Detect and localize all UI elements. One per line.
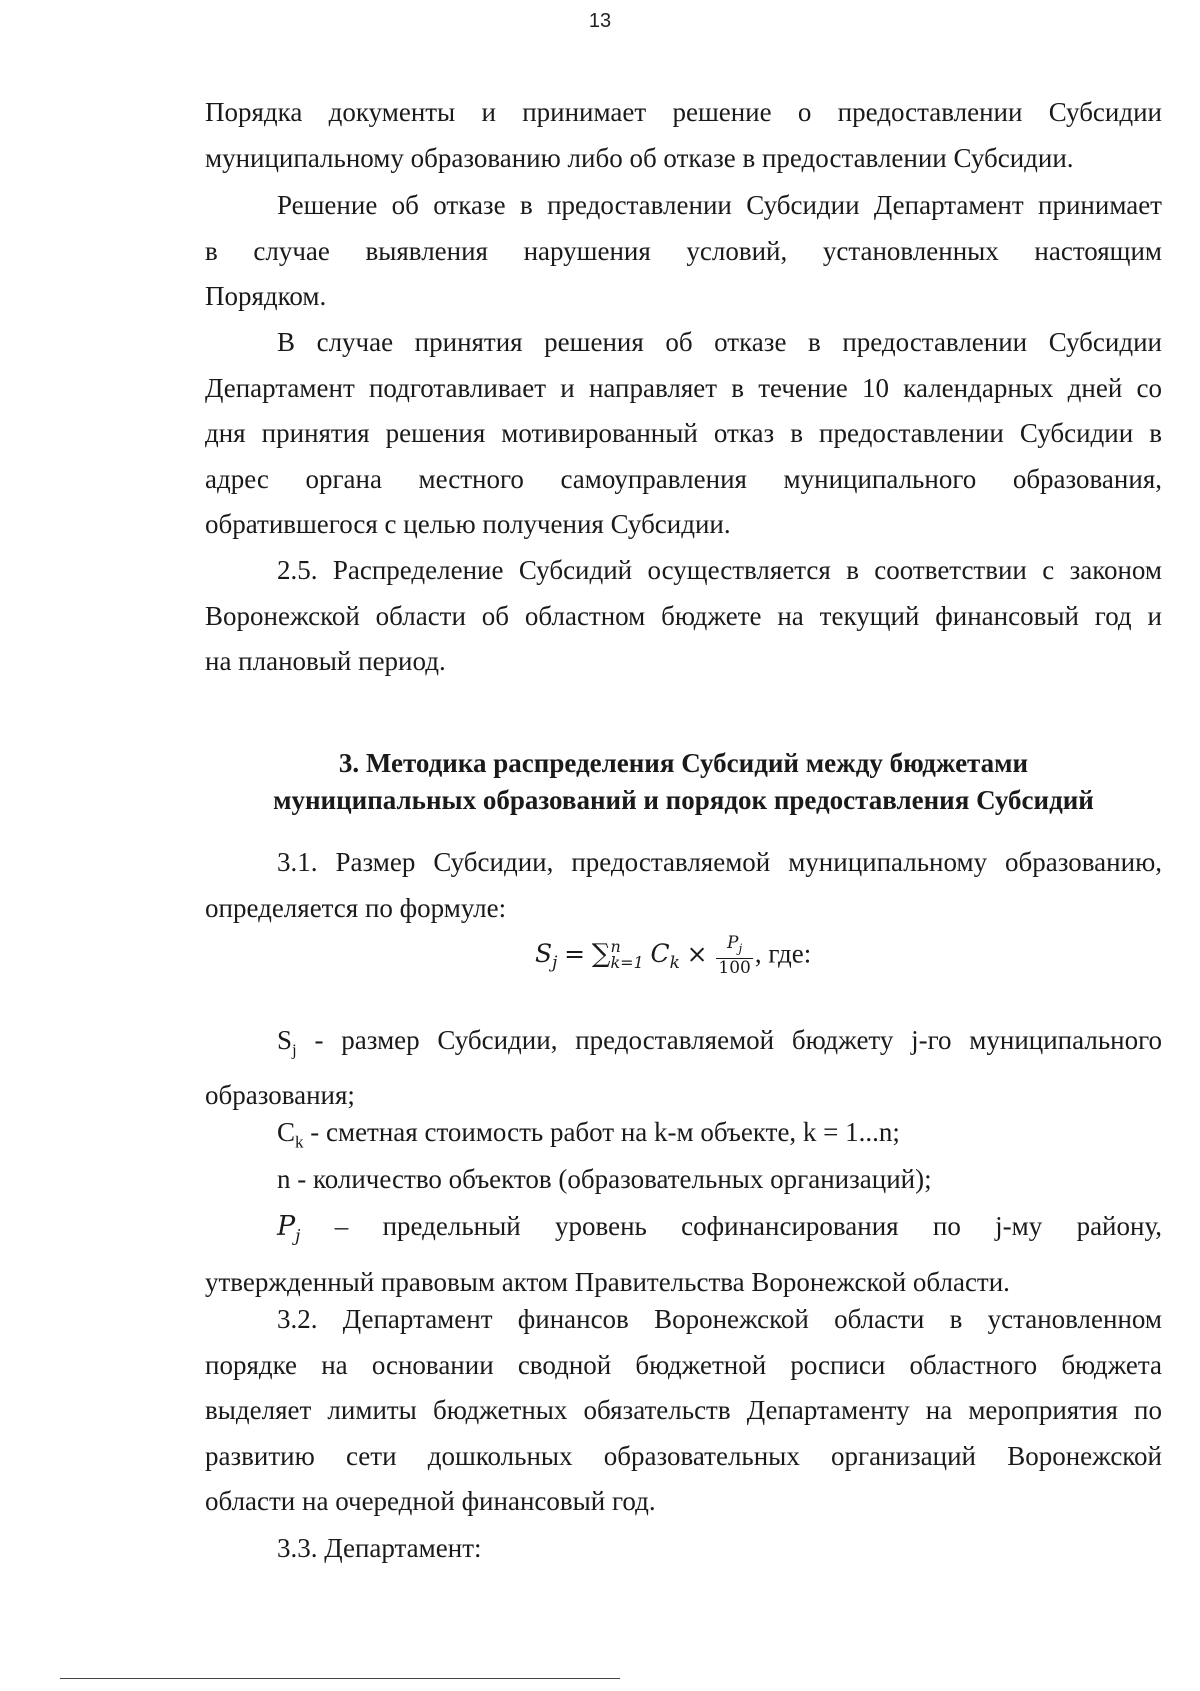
paragraph-line: $C_k$ - сметная стоимость работ на k-м объекте, k = 1...n; <box>277 1117 900 1152</box>
page-number: 13 <box>588 10 612 32</box>
paragraph-line: Порядком. <box>205 281 327 311</box>
paragraph-line: определяется по формуле: <box>205 892 507 923</box>
paragraph-line: Воронежской области об областном бюджете на текущий финансовый год и <box>205 600 1162 631</box>
paragraph-line: развитию сети дошкольных образовательных организаций Воронежской <box>205 1440 1162 1471</box>
paragraph-line: образования; <box>205 1079 355 1110</box>
paragraph-line: $P_j$ – предельный уровень софинансирования по j-му району, <box>277 1211 1162 1247</box>
bottom-divider <box>60 1678 620 1679</box>
paragraph-line: 3.1. Размер Субсидии, предоставляемой муниципальному образованию, <box>277 847 1162 877</box>
formula-equals: = <box>564 939 586 969</box>
definition-n <box>205 1157 1162 1203</box>
paragraph-line: Порядка документы и принимает решение о предоставлении Субсидии <box>205 97 1162 127</box>
paragraph-line: 2.5. Распределение Субсидий осуществляется в соответствии с законом <box>277 555 1162 585</box>
formula-lhs: $S_j$ <box>535 939 558 974</box>
section-heading <box>205 745 1162 819</box>
paragraph-3-1 <box>205 840 1162 931</box>
paragraph-2-5 <box>205 548 1162 685</box>
formula-times: × <box>686 939 708 969</box>
paragraph-3-3 <box>205 1526 1162 1572</box>
section-heading-line: муниципальных образований и порядок предоставления Субсидий <box>273 785 1094 815</box>
paragraph-line: на плановый период. <box>205 646 446 676</box>
paragraph-refusal-notice <box>205 320 1162 548</box>
paragraph-3-2 <box>205 1297 1162 1525</box>
paragraph-line: 3.2. Департамент финансов Воронежской области в установленном <box>277 1304 1162 1334</box>
definition-p <box>205 1204 1162 1305</box>
paragraph-line: дня принятия решения мотивированный отказ в предоставлении Субсидии в <box>205 418 1162 448</box>
paragraph-line: Решение об отказе в предоставлении Субсидии Департамент принимает <box>277 190 1162 220</box>
paragraph-line: утвержденный правовым актом Правительства Воронежской области. <box>205 1266 1010 1297</box>
paragraph-line: n - количество объектов (образовательных организаций); <box>277 1164 932 1194</box>
formula-term: $C_k$ <box>650 939 680 974</box>
paragraph-line: 3.3. Департамент: <box>277 1533 482 1563</box>
paragraph-continuation <box>205 90 1162 181</box>
paragraph-line: Департамент подготавливает и направляет в течение 10 календарных дней со <box>205 372 1162 403</box>
definition-s <box>205 1018 1162 1118</box>
paragraph-line: $S_j$ - размер Субсидии, предоставляемой бюджету j-го муниципального <box>277 1025 1162 1060</box>
paragraph-line: области на очередной финансовый год. <box>205 1486 656 1516</box>
formula-fraction: $\frac{P_j}{100}$ <box>718 933 751 979</box>
paragraph-line: порядке на основании сводной бюджетной росписи областного бюджета <box>205 1349 1162 1380</box>
sum-sign: ∑ n k=1 <box>591 937 644 973</box>
formula-suffix: , где: <box>754 938 812 969</box>
paragraph-line: в случае выявления нарушения условий, установленных настоящим <box>205 235 1162 266</box>
paragraph-line: адрес органа местного самоуправления муниципального образования, <box>205 463 1162 494</box>
paragraph-refusal-decision <box>205 183 1162 320</box>
paragraph-line: выделяет лимиты бюджетных обязательств Департаменту на мероприятия по <box>205 1395 1162 1425</box>
section-heading-line: 3. Методика распределения Субсидий между бюджетами <box>338 748 1029 778</box>
subsidy-formula <box>535 934 811 1004</box>
paragraph-line: муниципальному образованию либо об отказе в предоставлении Субсидии. <box>205 142 1074 173</box>
paragraph-line: В случае принятия решения об отказе в предоставлении Субсидии <box>277 327 1162 357</box>
paragraph-line: обратившегося с целью получения Субсидии. <box>205 509 731 539</box>
